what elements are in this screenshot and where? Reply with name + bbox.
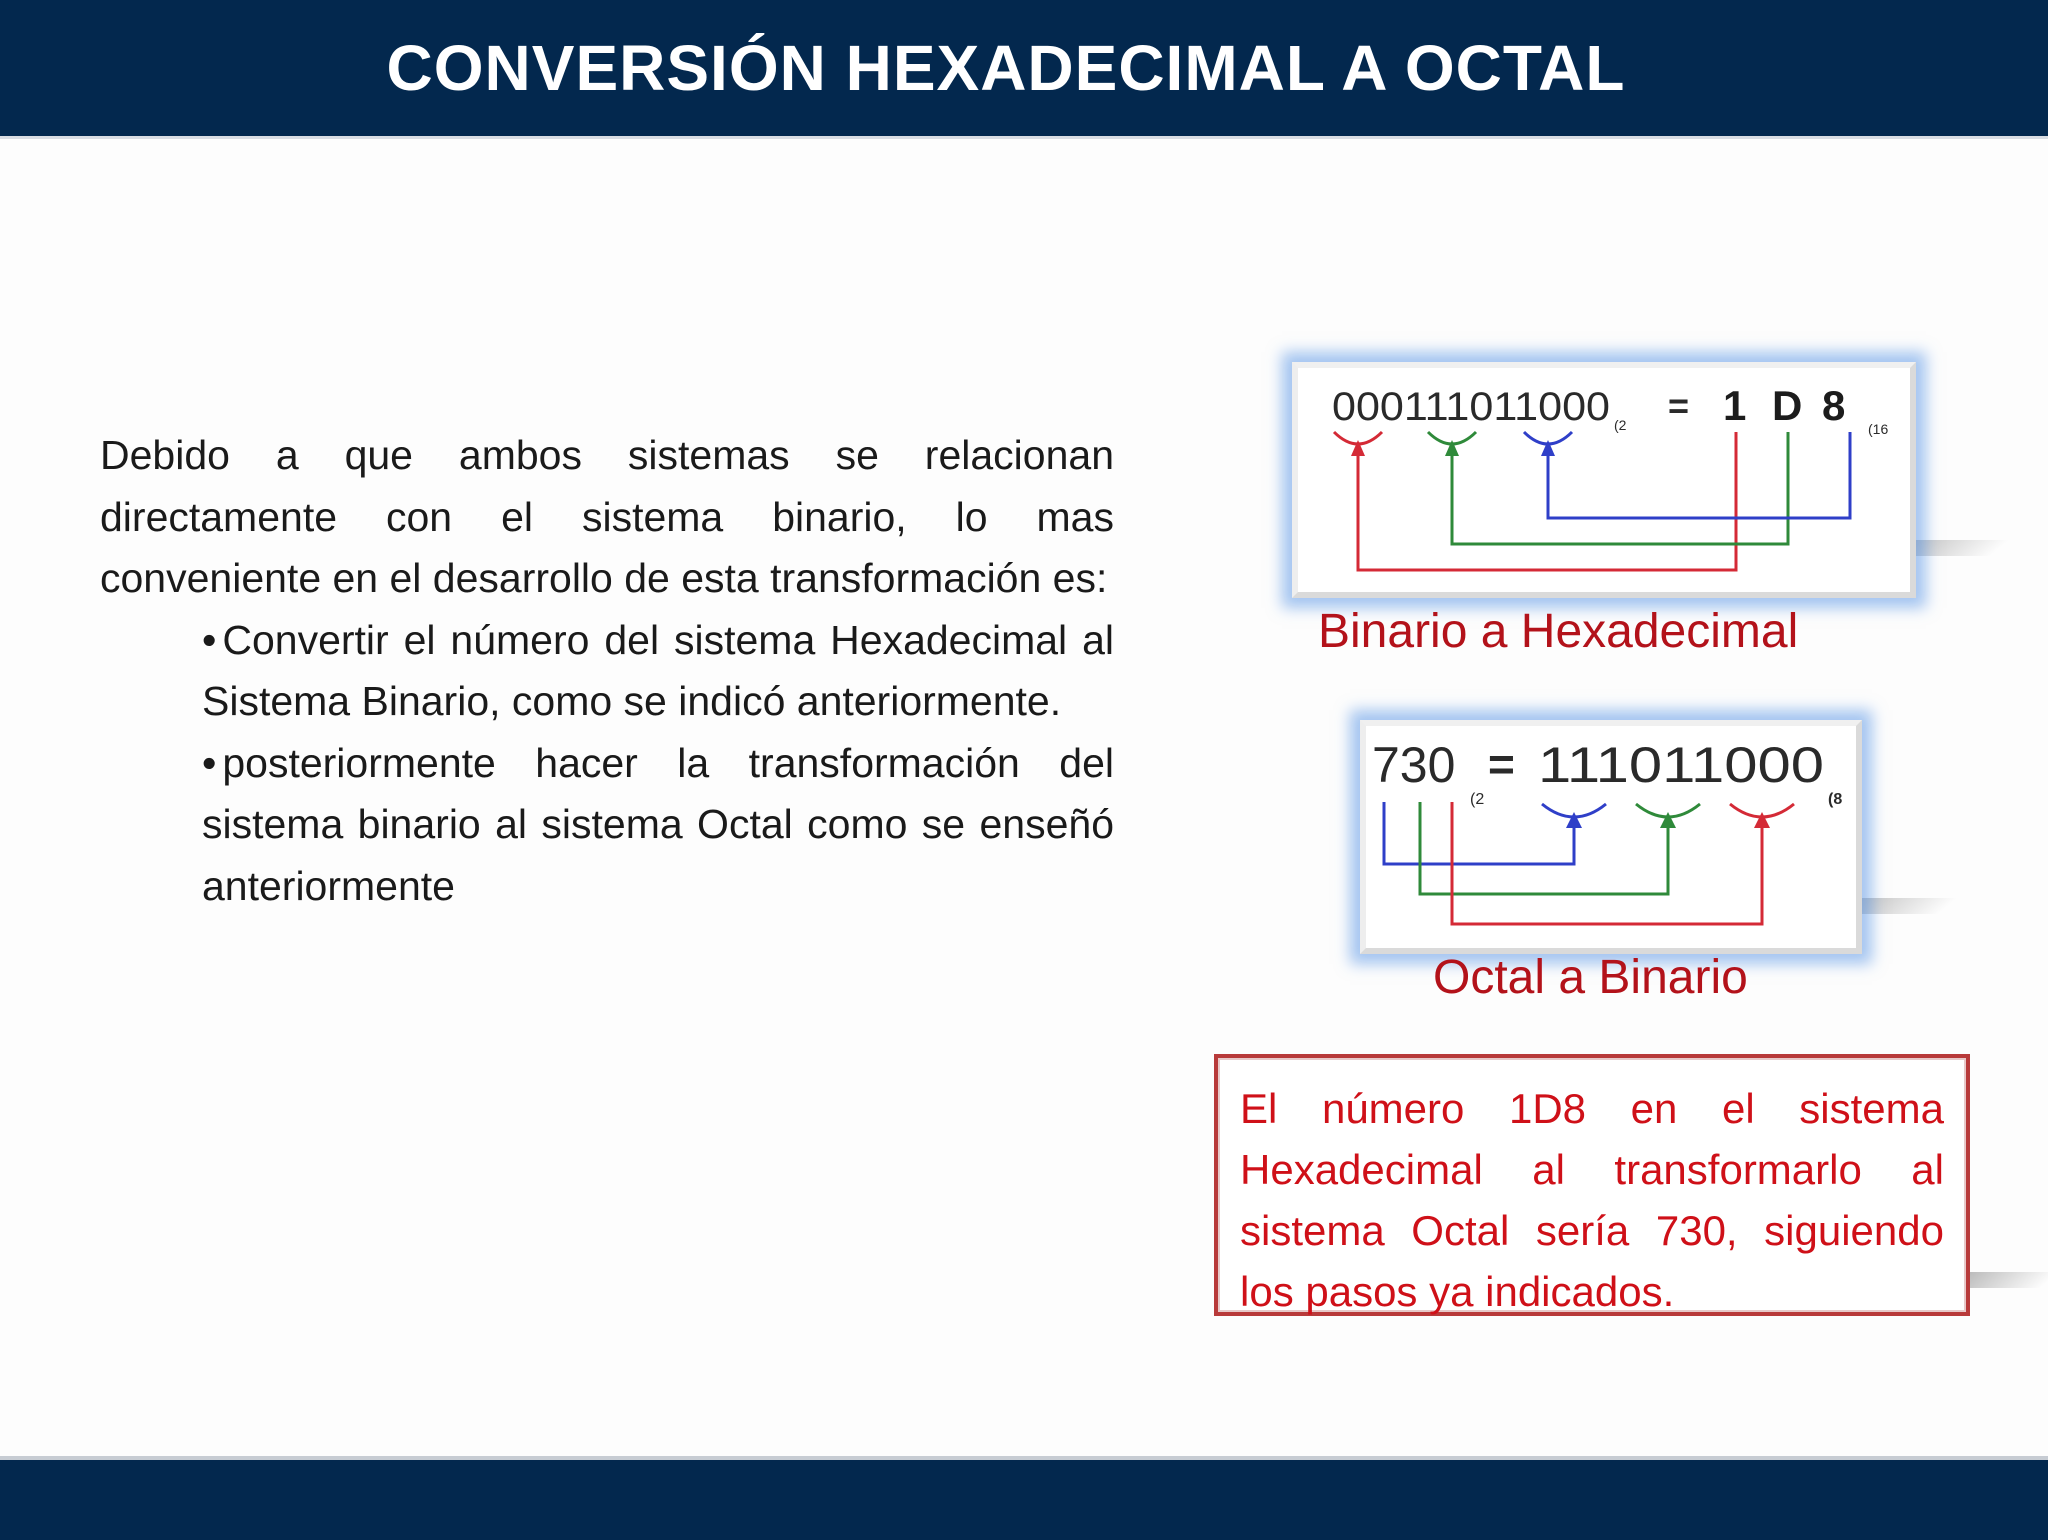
binary-base-label: (8 xyxy=(1828,791,1843,808)
bullet-icon: • xyxy=(202,739,217,786)
intro-text-block xyxy=(100,425,1114,917)
hex-digit-1: 1 xyxy=(1723,382,1747,429)
green-connector-line xyxy=(1420,802,1668,894)
binary-to-hex-diagram xyxy=(1298,368,1910,592)
binary-to-hex-figure xyxy=(1292,362,1916,598)
list-item xyxy=(202,733,1114,918)
slide-title: CONVERSIÓN HEXADECIMAL A OCTAL xyxy=(386,32,1626,104)
binary-to-hex-caption: Binario a Hexadecimal xyxy=(1318,605,1799,658)
binary-number: 000111011000 xyxy=(1332,385,1610,429)
step-1-text: Convertir el número del sistema Hexadecimal al Sistema Binario, como se indicó anteriormente. xyxy=(202,616,1114,724)
green-arrow-icon xyxy=(1660,812,1676,828)
list-item xyxy=(202,610,1114,733)
binary-base-label: (2 xyxy=(1614,417,1627,433)
octal-to-binary-diagram xyxy=(1366,726,1856,948)
bullet-icon: • xyxy=(202,616,217,663)
hex-base-label: (16 xyxy=(1868,421,1889,437)
result-note xyxy=(1214,1054,1970,1316)
intro-paragraph: Debido a que ambos sistemas se relacionan directamente con el sistema binario, lo mas conveniente en el desarrollo de esta transformación es: xyxy=(100,432,1114,601)
red-arrow-icon xyxy=(1754,812,1770,828)
binary-result: 111011000 xyxy=(1538,737,1824,793)
title-divider xyxy=(0,136,2048,139)
step-2-text: posteriormente hacer la transformación del sistema binario al sistema Octal como se enseñó anteriormente xyxy=(202,739,1114,909)
green-connector-line xyxy=(1452,432,1788,544)
result-note-text: El número 1D8 en el sistema Hexadecimal al transformarlo al sistema Octal sería 730, siguiendo los pasos ya indicados. xyxy=(1240,1085,1944,1315)
steps-list xyxy=(100,610,1114,918)
blue-arrow-icon xyxy=(1566,812,1582,828)
octal-number: 730 xyxy=(1372,737,1456,793)
footer-bar xyxy=(0,1456,2048,1540)
title-bar xyxy=(0,0,2048,136)
octal-to-binary-caption: Octal a Binario xyxy=(1433,951,1748,1004)
equals-sign: = xyxy=(1668,385,1690,426)
hex-digit-8: 8 xyxy=(1822,382,1846,429)
equals-sign: = xyxy=(1488,738,1515,790)
octal-to-binary-figure xyxy=(1360,720,1862,954)
blue-connector-line xyxy=(1384,802,1574,864)
blue-connector-line xyxy=(1548,432,1850,518)
octal-base-label: (2 xyxy=(1470,791,1485,808)
hex-digit-d: D xyxy=(1772,382,1803,429)
